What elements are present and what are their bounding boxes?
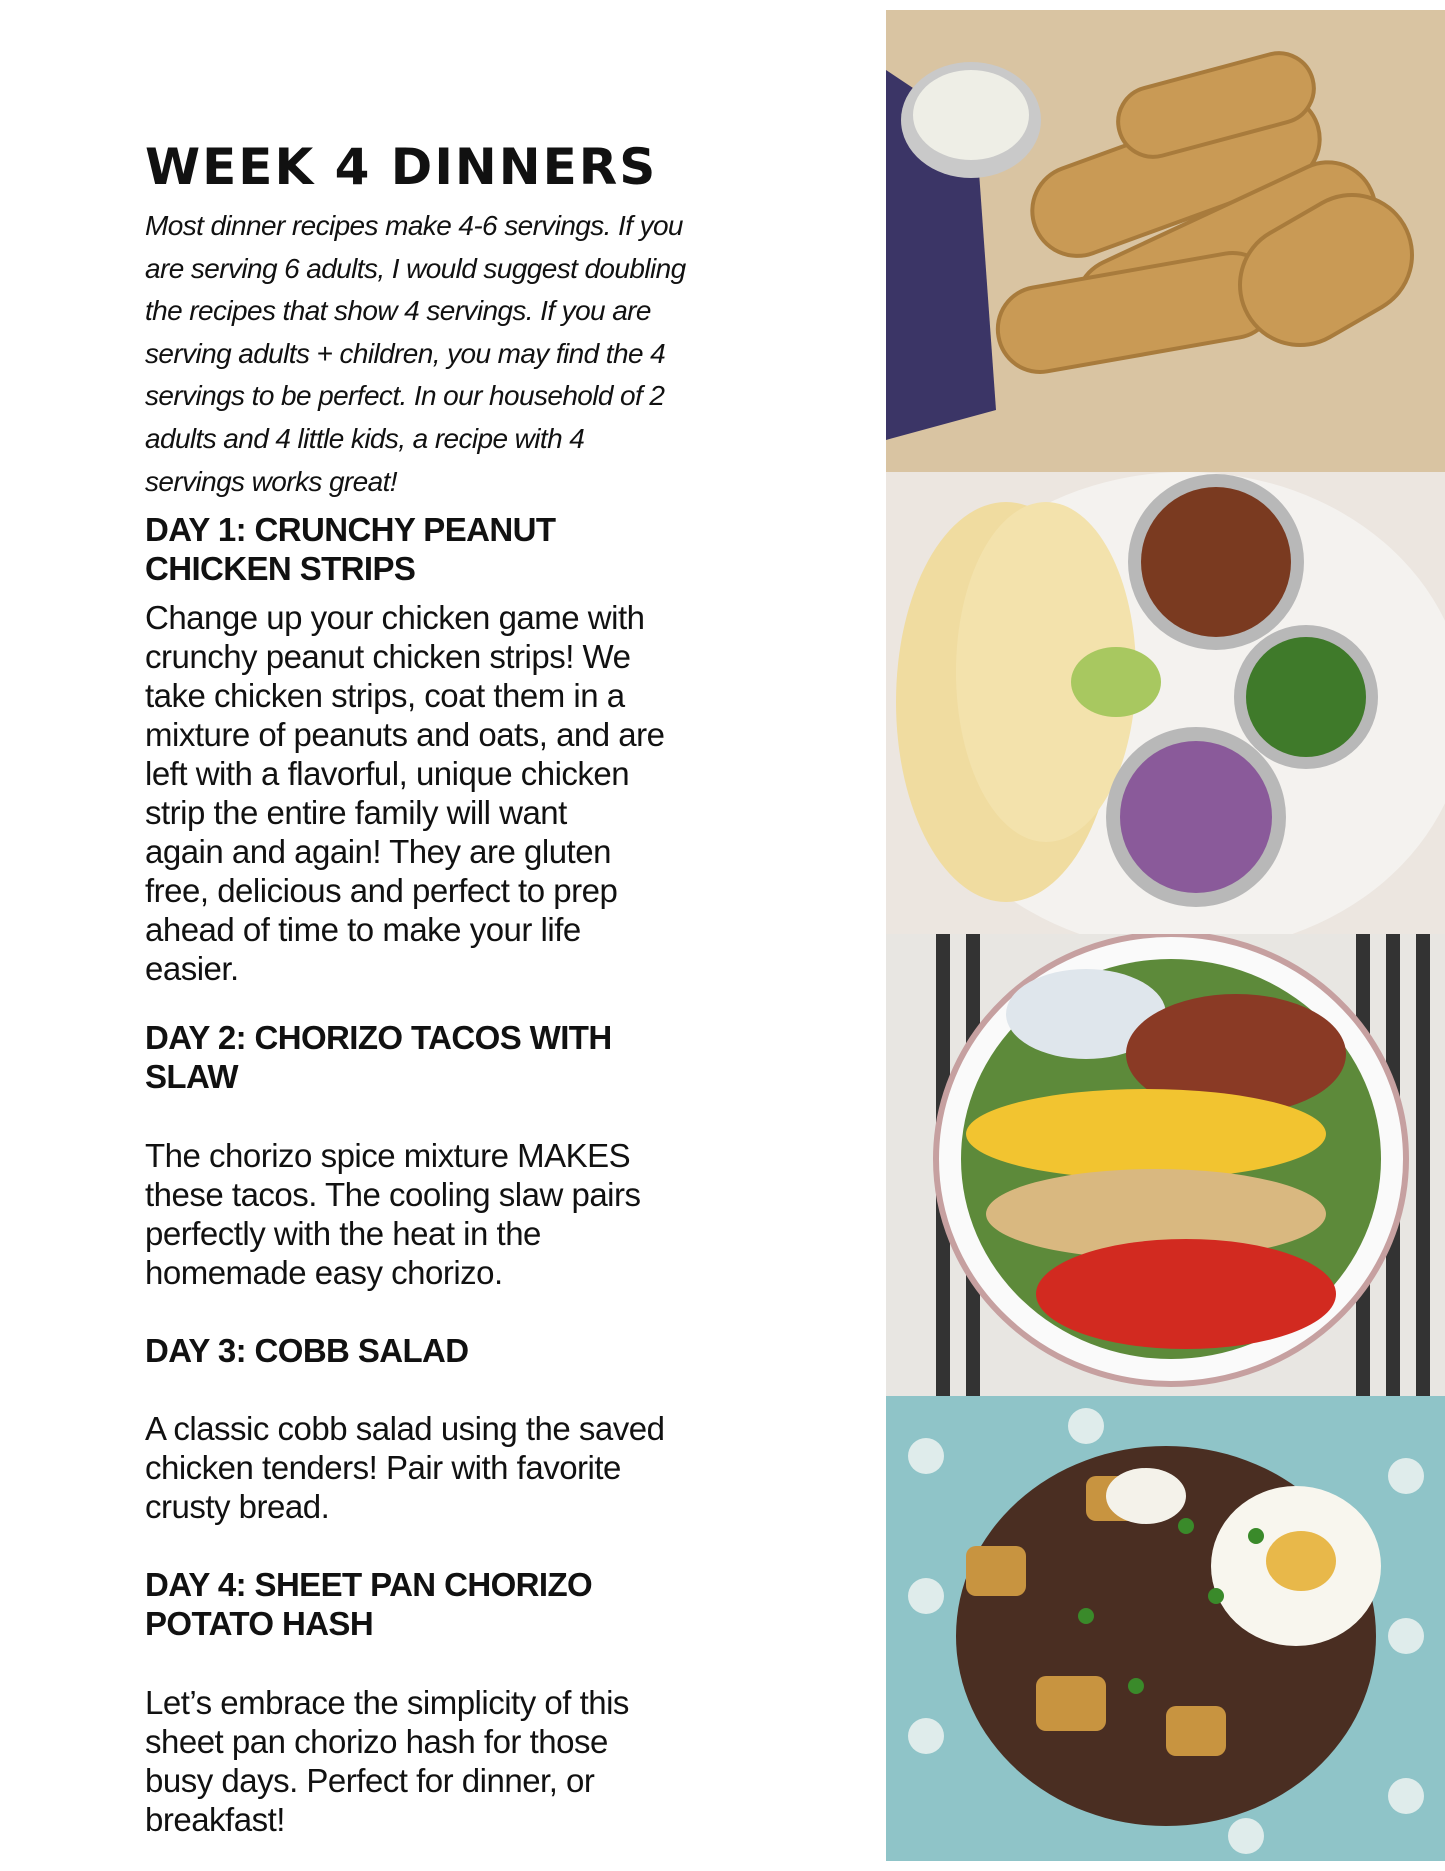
heading-line: DAY 2: CHORIZO TACOS WITH: [145, 1019, 612, 1056]
body-line: these tacos. The cooling slaw pairs: [145, 1176, 641, 1213]
body-line: again and again! They are gluten: [145, 833, 611, 870]
body-line: chicken tenders! Pair with favorite: [145, 1449, 621, 1486]
cobb-salad-photo: [886, 934, 1445, 1396]
day-4-description: [145, 1683, 629, 1839]
day-1-heading: [145, 510, 555, 588]
body-line: perfectly with the heat in the: [145, 1215, 541, 1252]
body-line: take chicken strips, coat them in a: [145, 677, 625, 714]
intro-line: servings to be perfect. In our household of 2: [145, 380, 665, 412]
body-line: crusty bread.: [145, 1488, 330, 1525]
body-line: Let’s embrace the simplicity of this: [145, 1684, 629, 1721]
chorizo-potato-hash-photo: [886, 1396, 1445, 1861]
heading-line: DAY 1: CRUNCHY PEANUT: [145, 511, 556, 548]
body-line: The chorizo spice mixture MAKES: [145, 1137, 631, 1174]
intro-line: adults and 4 little kids, a recipe with 4: [145, 422, 585, 454]
day-1-description: [145, 598, 665, 988]
heading-line: SLAW: [145, 1058, 238, 1095]
heading-line: DAY 4: SHEET PAN CHORIZO: [145, 1566, 593, 1603]
body-line: busy days. Perfect for dinner, or: [145, 1762, 595, 1799]
chicken-strips-photo: [886, 10, 1445, 472]
body-line: easier.: [145, 950, 239, 987]
body-line: ahead of time to make your life: [145, 911, 581, 948]
day-2-description: [145, 1136, 641, 1292]
intro-line: Most dinner recipes make 4-6 servings. If you: [145, 210, 683, 241]
body-line: sheet pan chorizo hash for those: [145, 1723, 608, 1760]
day-3-description: [145, 1409, 665, 1526]
chorizo-tacos-photo: [886, 472, 1445, 934]
body-line: strip the entire family will want: [145, 794, 567, 831]
heading-line: CHICKEN STRIPS: [145, 550, 416, 587]
intro-paragraph: [145, 205, 686, 503]
intro-line: servings works great!: [145, 465, 397, 497]
day-3-heading: [145, 1331, 469, 1370]
intro-line: serving adults + children, you may find the 4: [145, 337, 666, 369]
day-4-heading: [145, 1565, 592, 1643]
body-line: left with a flavorful, unique chicken: [145, 755, 630, 792]
day-2-heading: [145, 1018, 612, 1096]
intro-line: are serving 6 adults, I would suggest doubling: [145, 252, 686, 284]
intro-line: the recipes that show 4 servings. If you are: [145, 295, 651, 327]
page-title: WEEK 4 DINNERS: [145, 138, 658, 196]
body-line: crunchy peanut chicken strips! We: [145, 638, 631, 675]
heading-line: POTATO HASH: [145, 1605, 374, 1642]
heading-line: DAY 3: COBB SALAD: [145, 1332, 469, 1369]
body-line: mixture of peanuts and oats, and are: [145, 716, 665, 753]
body-line: Change up your chicken game with: [145, 599, 645, 636]
body-line: breakfast!: [145, 1801, 285, 1838]
body-line: A classic cobb salad using the saved: [145, 1410, 665, 1447]
body-line: free, delicious and perfect to prep: [145, 872, 618, 909]
body-line: homemade easy chorizo.: [145, 1254, 503, 1291]
